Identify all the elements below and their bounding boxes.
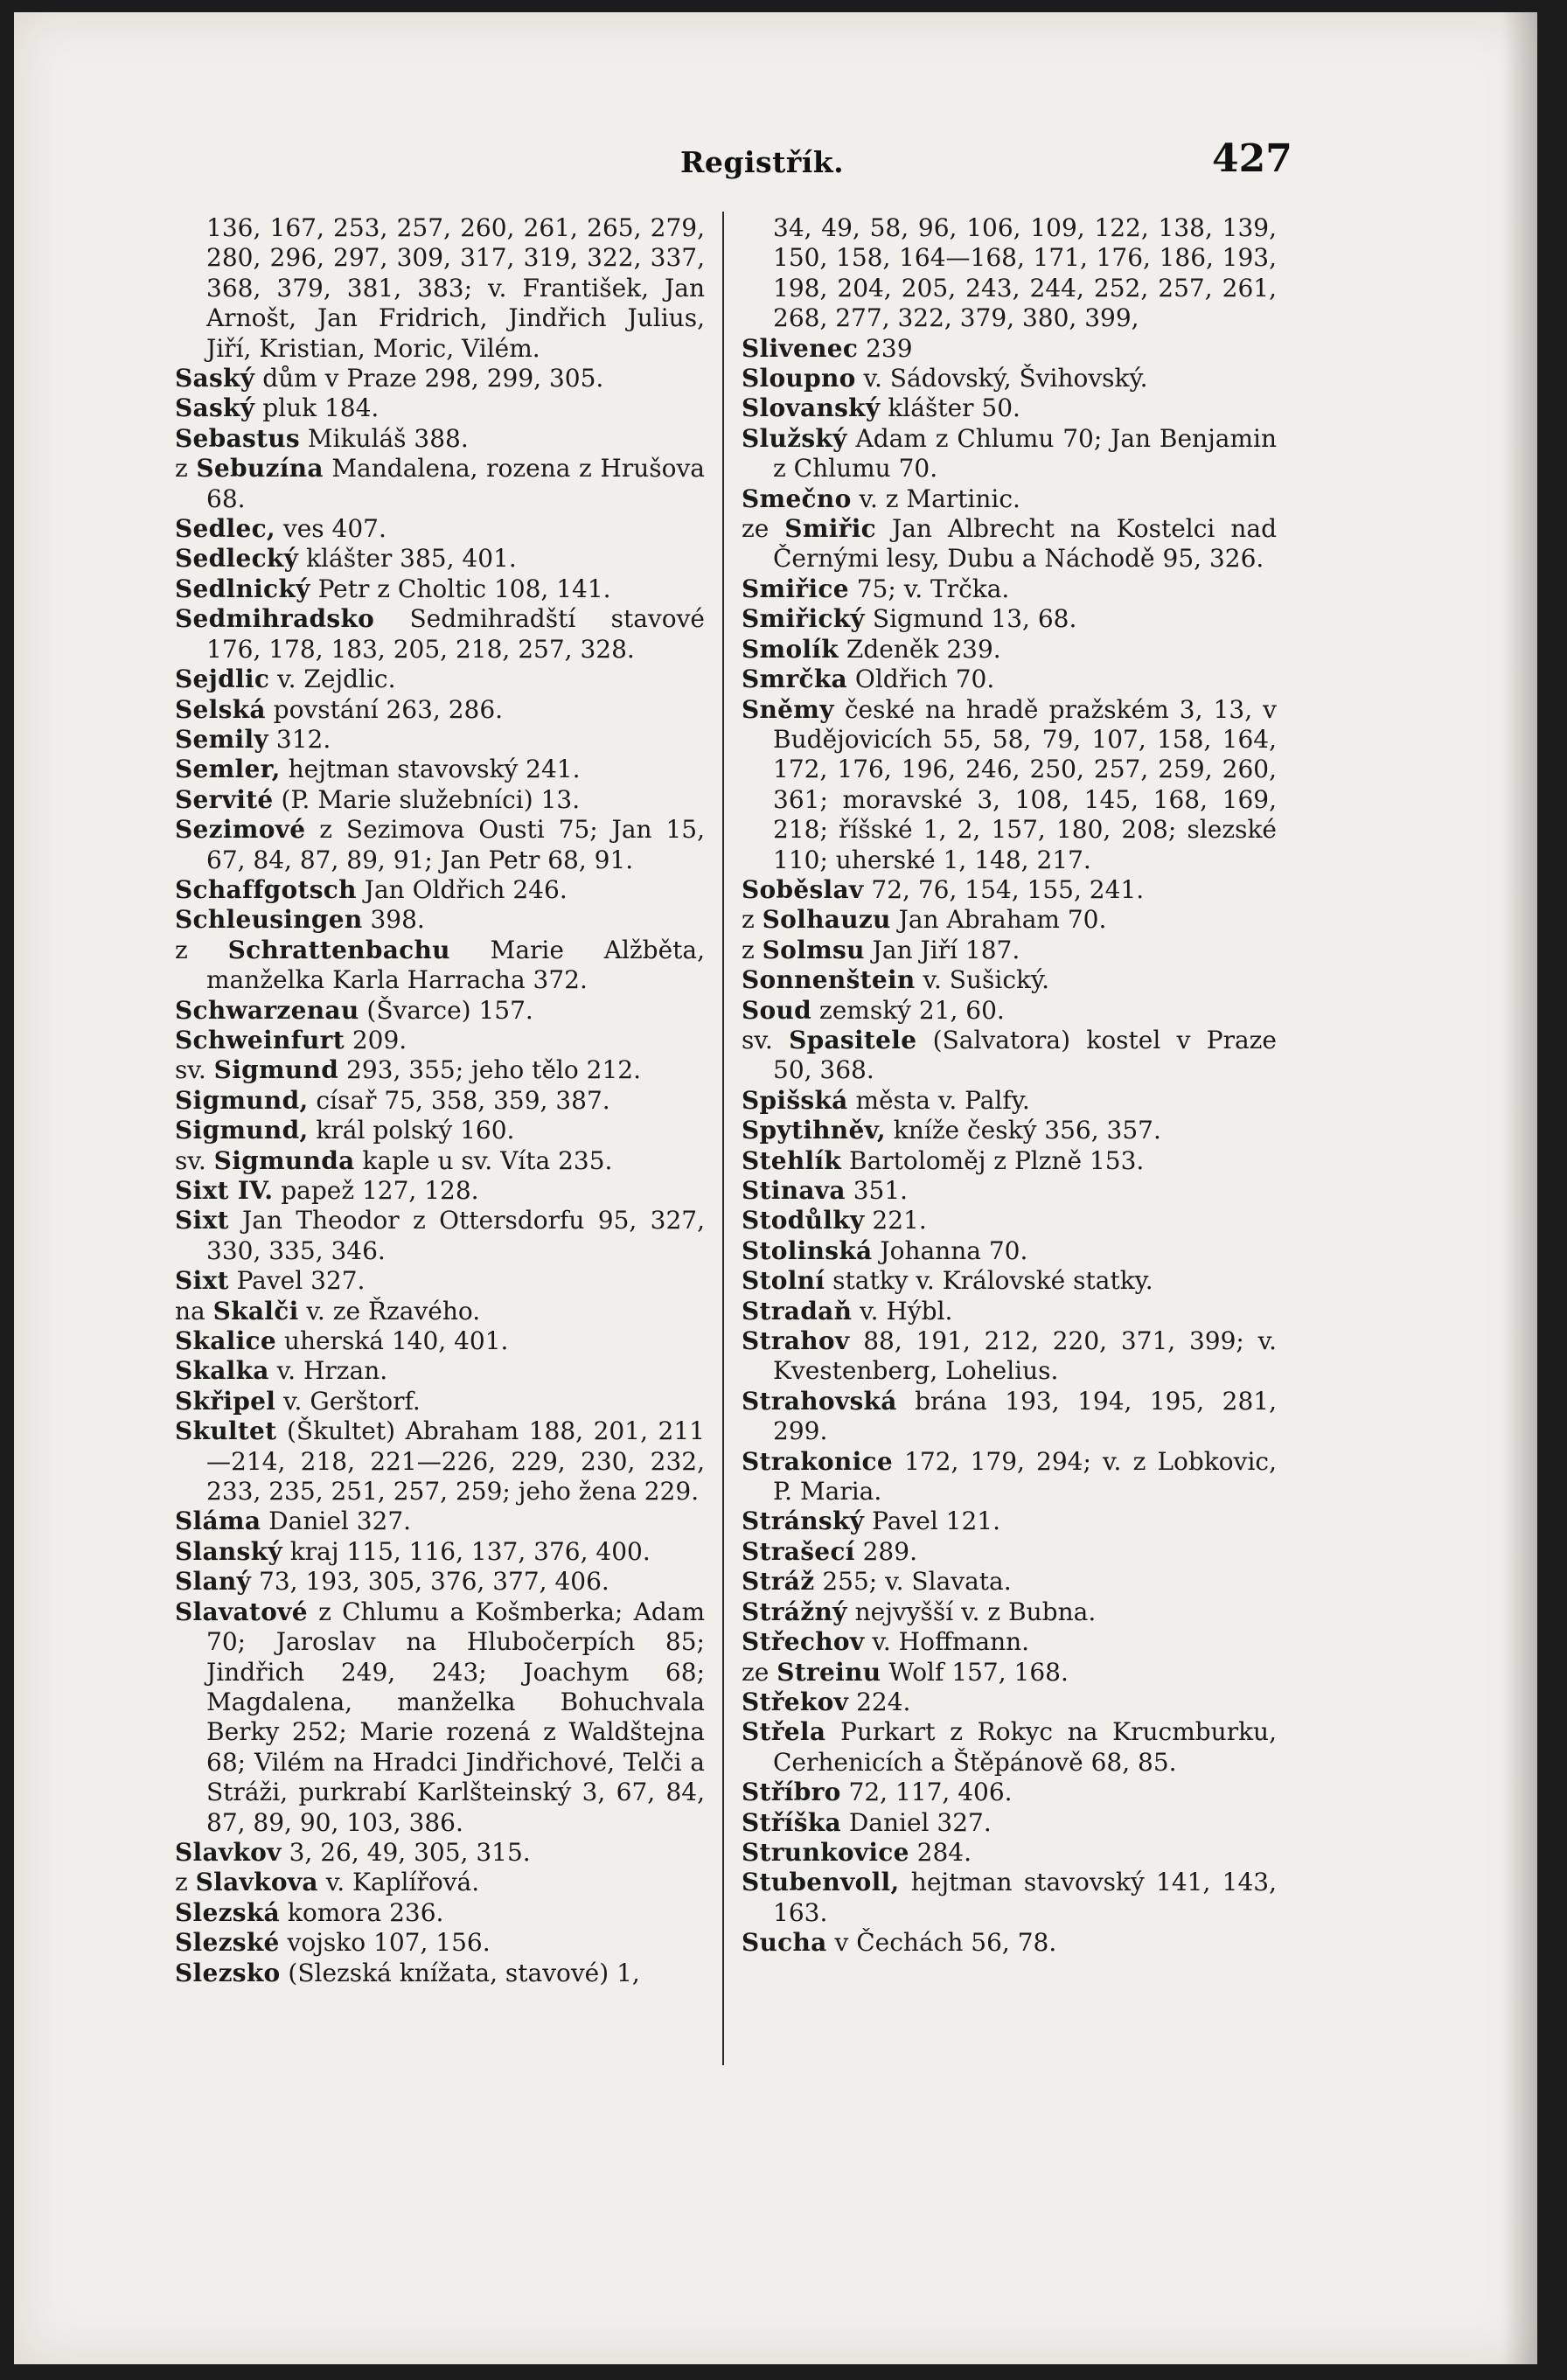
entry-headword: Sedlnický xyxy=(175,574,310,603)
entry-headword: Sejdlic xyxy=(175,665,270,694)
entry-text: kníže český 356, 357. xyxy=(885,1116,1161,1145)
entry-text: král polský 160. xyxy=(308,1116,515,1145)
entry-prefix: sv. xyxy=(175,1145,214,1175)
entry-headword: Schweinfurt xyxy=(175,1025,345,1054)
running-head: Registřík. xyxy=(680,145,845,179)
index-entry xyxy=(175,1146,705,1176)
index-entry xyxy=(742,996,1277,1026)
entry-text: 75; v. Trčka. xyxy=(848,574,1010,603)
entry-headword: Slovanský xyxy=(742,393,881,423)
entry-text: statky v. Královské statky. xyxy=(825,1266,1153,1296)
entry-text: Zdeněk 239. xyxy=(839,634,1001,664)
index-entry xyxy=(175,1326,705,1356)
entry-text: dům v Praze 298, 299, 305. xyxy=(254,364,604,393)
entry-text: 351. xyxy=(845,1176,909,1205)
entry-text: Marie Alžběta, manželka Karla Harracha 372. xyxy=(206,935,706,995)
entry-text: 284. xyxy=(909,1837,972,1867)
entry-headword: Slaný xyxy=(175,1567,252,1597)
index-entry xyxy=(742,1658,1277,1688)
index-entry xyxy=(175,1838,705,1868)
index-entry xyxy=(175,905,705,935)
index-entry xyxy=(742,334,1277,364)
entry-headword: Strážný xyxy=(742,1597,847,1626)
entry-headword: Stubenvoll, xyxy=(742,1868,900,1897)
index-entry xyxy=(175,1206,705,1266)
entry-headword: Stříška xyxy=(742,1807,841,1837)
entry-headword: Strašecí xyxy=(742,1536,855,1566)
entry-text: 293, 355; jeho tělo 212. xyxy=(338,1055,641,1085)
index-entry xyxy=(742,936,1277,965)
entry-text: 72, 76, 154, 155, 241. xyxy=(863,874,1145,904)
entry-text: hejtman stavovský 141, 143, 163. xyxy=(773,1868,1277,1927)
entry-headword: Strahov xyxy=(742,1326,850,1356)
entry-text: zemský 21, 60. xyxy=(811,995,1005,1025)
index-entry xyxy=(175,1928,705,1958)
entry-text: Sedmihradští stavové 176, 178, 183, 205, 218, 257, 328. xyxy=(206,604,705,664)
entry-headword: Skřipel xyxy=(175,1386,276,1416)
index-entry xyxy=(742,695,1277,875)
entry-headword: Spišská xyxy=(742,1085,848,1115)
entry-text: ves 407. xyxy=(275,514,387,544)
entry-text: hejtman stavovský 241. xyxy=(280,755,581,784)
index-entry xyxy=(742,514,1277,574)
entry-text: (P. Marie služebníci) 13. xyxy=(273,784,581,814)
page-header xyxy=(14,136,1537,185)
entry-text: (Švarce) 157. xyxy=(359,995,533,1025)
index-entry xyxy=(742,1026,1277,1086)
entry-text: (Škultet) Abraham 188, 201, 211—214, 218, 221—226, 229, 230, 232, 233, 235, 251, 257, 259; jeho žena 229. xyxy=(206,1416,705,1507)
entry-headword: Sigmunda xyxy=(213,1145,355,1175)
index-entry xyxy=(175,393,705,423)
entry-headword: Slavatové xyxy=(175,1597,308,1626)
index-entry xyxy=(742,1597,1277,1627)
index-entry xyxy=(742,1176,1277,1206)
index-entry xyxy=(175,544,705,574)
entry-headword: Strakonice xyxy=(742,1446,893,1476)
entry-text: kaple u sv. Víta 235. xyxy=(354,1145,613,1175)
entry-text: Adam z Chlumu 70; Jan Benjamin z Chlumu 70. xyxy=(773,423,1277,484)
entry-text: 289. xyxy=(854,1536,917,1566)
entry-headword: Sixt IV. xyxy=(175,1176,274,1205)
entry-headword: Sněmy xyxy=(742,694,834,724)
index-entry xyxy=(175,424,705,454)
index-entry xyxy=(742,1778,1277,1807)
index-entry xyxy=(175,996,705,1026)
entry-headword: Stolinská xyxy=(742,1235,873,1265)
entry-headword: Schwarzenau xyxy=(175,995,359,1025)
index-entry xyxy=(742,1146,1277,1176)
index-entry xyxy=(175,785,705,815)
entry-headword: Stránský xyxy=(742,1507,865,1536)
entry-headword: Stráž xyxy=(742,1567,815,1597)
entry-text: Oldřich 70. xyxy=(847,665,995,694)
entry-headword: Semler, xyxy=(175,755,281,784)
entry-text: klášter 385, 401. xyxy=(298,544,517,574)
entry-headword: Stodůlky xyxy=(742,1206,865,1235)
entry-headword: Stříbro xyxy=(742,1778,841,1807)
index-entry xyxy=(742,905,1277,935)
index-entry xyxy=(175,1597,705,1838)
index-entry xyxy=(175,604,705,665)
entry-headword: Selská xyxy=(175,694,266,724)
entry-headword: Sigmund xyxy=(213,1055,339,1085)
entry-text: v. Hýbl. xyxy=(852,1296,953,1326)
entry-text: z Sezimova Ousti 75; Jan 15, 67, 84, 87, 89, 91; Jan Petr 68, 91. xyxy=(206,815,705,874)
entry-text: Jan Albrecht na Kostelci nad Černými lesy, Dubu a Náchodě 95, 326. xyxy=(773,514,1277,574)
entry-text: Purkart z Rokyc na Krucmburku, Cerhenicích a Štěpánově 68, 85. xyxy=(773,1717,1277,1777)
index-entry xyxy=(175,936,705,996)
entry-text: v. Hoffmann. xyxy=(864,1627,1030,1657)
entry-text: Jan Jiří 187. xyxy=(864,935,1020,964)
index-entry xyxy=(742,1086,1277,1116)
entry-text: v. Gerštorf. xyxy=(275,1386,421,1416)
entry-headword: Sedlec, xyxy=(175,514,275,544)
entry-text: Jan Abraham 70. xyxy=(890,905,1107,935)
index-entry xyxy=(742,1567,1277,1597)
entry-text: Pavel 121. xyxy=(864,1507,1001,1536)
entry-text: v. Kaplířová. xyxy=(317,1868,480,1897)
entry-text: 255; v. Slavata. xyxy=(814,1567,1012,1597)
entry-headword: Schaffgotsch xyxy=(175,874,357,904)
index-entry xyxy=(742,424,1277,484)
entry-headword: Solhauzu xyxy=(762,905,891,935)
entry-text: (Salvatora) kostel v Praze 50, 368. xyxy=(773,1025,1278,1085)
index-entry xyxy=(175,1116,705,1145)
entry-headword: Sonnenštein xyxy=(742,965,916,995)
entry-headword: Spasitele xyxy=(789,1025,917,1054)
index-entry xyxy=(175,1266,705,1296)
entry-prefix: z xyxy=(175,935,228,964)
entry-headword: Střekov xyxy=(742,1687,849,1716)
index-entry xyxy=(742,635,1277,665)
entry-text: vojsko 107, 156. xyxy=(279,1928,491,1958)
index-entry xyxy=(742,1116,1277,1145)
entry-text: 221. xyxy=(864,1206,927,1235)
index-entry xyxy=(175,1537,705,1567)
entry-headword: Saský xyxy=(175,364,255,393)
index-entry xyxy=(175,665,705,694)
entry-headword: Sigmund, xyxy=(175,1116,309,1145)
index-entry xyxy=(742,1266,1277,1296)
index-entry xyxy=(175,815,705,875)
entry-text: v. Zejdlic. xyxy=(269,665,396,694)
index-entry xyxy=(175,1055,705,1085)
entry-text: Wolf 157, 168. xyxy=(881,1657,1069,1687)
index-column-left xyxy=(175,213,705,1988)
entry-headword: Skalči xyxy=(212,1296,299,1326)
entry-text: Daniel 327. xyxy=(840,1807,992,1837)
index-entry xyxy=(742,213,1277,334)
page-number: 427 xyxy=(1212,136,1292,181)
index-column-right xyxy=(742,213,1277,1959)
entry-headword: Slezské xyxy=(175,1928,280,1958)
entry-text: města v. Palfy. xyxy=(847,1085,1030,1115)
entry-headword: Sebastus xyxy=(175,423,300,453)
index-entry xyxy=(742,965,1277,995)
entry-headword: Solmsu xyxy=(762,935,865,964)
entry-text: 224. xyxy=(848,1687,911,1716)
entry-text: 72, 117, 406. xyxy=(840,1778,1013,1807)
entry-headword: Sezimové xyxy=(175,815,306,845)
entry-headword: Smolík xyxy=(742,634,839,664)
entry-text: 239 xyxy=(858,333,913,363)
index-entry xyxy=(742,1297,1277,1326)
index-entry xyxy=(742,1507,1277,1536)
entry-headword: Smiřický xyxy=(742,604,865,634)
index-entry xyxy=(742,1838,1277,1868)
index-entry xyxy=(175,514,705,544)
entry-headword: Sloupno xyxy=(742,364,856,393)
index-entry xyxy=(175,1868,705,1897)
entry-headword: Schrattenbachu xyxy=(227,935,450,964)
index-entry xyxy=(175,755,705,784)
entry-prefix: ze xyxy=(742,514,785,544)
entry-text: 34, 49, 58, 96, 106, 109, 122, 138, 139, 150, 158, 164—168, 171, 176, 186, 193, 198, 204, 205, 243, 244, 252, 257, 261, 268, 277, 322, 379, 380, 399, xyxy=(773,213,1277,333)
index-entry xyxy=(175,1026,705,1055)
index-entry xyxy=(175,725,705,755)
entry-text: 73, 193, 305, 376, 377, 406. xyxy=(251,1567,609,1597)
entry-text: Mikuláš 388. xyxy=(299,423,469,453)
entry-text: české na hradě pražském 3, 13, v Budějovicích 55, 58, 79, 107, 158, 164, 172, 176, 196, 246, 250, 257, 259, 260, 361; moravské 3, 108, 145, 168, 169, 218; říšské 1, 2, 157, 180, 208; slezské 110; uherské 1, 148, 217. xyxy=(773,694,1277,874)
entry-headword: Skalice xyxy=(175,1326,277,1356)
index-entry xyxy=(742,393,1277,423)
entry-prefix: sv. xyxy=(175,1055,214,1085)
entry-headword: Servité xyxy=(175,784,274,814)
index-entry xyxy=(742,484,1277,514)
entry-text: 209. xyxy=(344,1025,407,1054)
index-entry xyxy=(742,1717,1277,1778)
entry-headword: Služský xyxy=(742,423,847,453)
entry-headword: Slavkova xyxy=(195,1868,318,1897)
entry-text: (Slezská knížata, stavové) 1, xyxy=(280,1958,640,1987)
entry-headword: Smiřic xyxy=(784,514,877,544)
index-entry xyxy=(742,1447,1277,1507)
index-entry xyxy=(175,1416,705,1507)
entry-headword: Sedlecký xyxy=(175,544,299,574)
index-entry xyxy=(742,1627,1277,1657)
entry-headword: Stradaň xyxy=(742,1296,853,1326)
entry-headword: Sixt xyxy=(175,1266,229,1296)
index-entry xyxy=(742,665,1277,694)
index-entry xyxy=(742,1206,1277,1235)
entry-text: kraj 115, 116, 137, 376, 400. xyxy=(282,1536,651,1566)
index-entry xyxy=(175,875,705,905)
index-entry xyxy=(175,454,705,514)
entry-headword: Spytihněv, xyxy=(742,1116,886,1145)
entry-text: v. ze Řzavého. xyxy=(298,1296,481,1326)
entry-text: v Čechách 56, 78. xyxy=(826,1928,1057,1958)
index-entry xyxy=(175,1297,705,1326)
index-entry xyxy=(175,1898,705,1928)
entry-prefix: z xyxy=(742,905,763,935)
entry-headword: Slezská xyxy=(175,1897,280,1927)
entry-prefix: sv. xyxy=(742,1025,790,1054)
entry-text: Pavel 327. xyxy=(228,1266,366,1296)
entry-prefix: na xyxy=(175,1296,213,1326)
entry-headword: Smrčka xyxy=(742,665,847,694)
entry-text: Daniel 327. xyxy=(261,1507,412,1536)
index-entry xyxy=(742,574,1277,604)
entry-headword: Slanský xyxy=(175,1536,282,1566)
index-entry xyxy=(742,1387,1277,1447)
index-entry xyxy=(742,1868,1277,1928)
entry-headword: Soud xyxy=(742,995,812,1025)
index-entry xyxy=(175,574,705,604)
entry-text: Jan Theodor z Ottersdorfu 95, 327, 330, 335, 346. xyxy=(206,1206,705,1265)
entry-headword: Stehlík xyxy=(742,1145,842,1175)
index-entry xyxy=(175,213,705,364)
entry-text: 398. xyxy=(362,905,425,935)
entry-text: 312. xyxy=(268,724,331,754)
entry-text: Johanna 70. xyxy=(872,1235,1028,1265)
entry-text: v. z Martinic. xyxy=(851,484,1020,513)
entry-prefix: ze xyxy=(742,1657,777,1687)
index-entry xyxy=(175,1567,705,1597)
entry-headword: Stinava xyxy=(742,1176,846,1205)
entry-text: 3, 26, 49, 305, 315. xyxy=(281,1837,531,1867)
entry-prefix: z xyxy=(175,1868,196,1897)
entry-text: papež 127, 128. xyxy=(273,1176,479,1205)
index-entry xyxy=(175,1959,705,1988)
entry-headword: Skalka xyxy=(175,1356,269,1386)
entry-headword: Schleusingen xyxy=(175,905,363,935)
entry-headword: Saský xyxy=(175,393,255,423)
entry-headword: Slezsko xyxy=(175,1958,281,1987)
index-entry xyxy=(175,1356,705,1386)
entry-text: císař 75, 358, 359, 387. xyxy=(308,1085,610,1115)
index-entry xyxy=(742,1928,1277,1958)
index-entry xyxy=(742,1236,1277,1266)
entry-headword: Střechov xyxy=(742,1627,865,1657)
entry-text: 88, 191, 212, 220, 371, 399; v. Kvestenberg, Lohelius. xyxy=(773,1326,1277,1386)
entry-text: Jan Oldřich 246. xyxy=(356,874,568,904)
entry-headword: Sigmund, xyxy=(175,1085,309,1115)
entry-headword: Strahovská xyxy=(742,1386,897,1416)
entry-text: povstání 263, 286. xyxy=(265,694,504,724)
entry-text: 172, 179, 294; v. z Lobkovic, P. Maria. xyxy=(773,1446,1277,1507)
book-page xyxy=(14,12,1537,2364)
entry-headword: Stolní xyxy=(742,1266,825,1296)
entry-headword: Slavkov xyxy=(175,1837,282,1867)
entry-text: 136, 167, 253, 257, 260, 261, 265, 279, 280, 296, 297, 309, 317, 319, 322, 337, 368, 379, 381, 383; v. František, Jan Arnošt, Jan Fridrich, Jindřich Julius, Jiří, Kristian, Moric, Vilém. xyxy=(206,213,705,363)
entry-headword: Skultet xyxy=(175,1416,277,1446)
index-entry xyxy=(742,875,1277,905)
index-entry xyxy=(175,695,705,725)
entry-headword: Slivenec xyxy=(742,333,859,363)
entry-text: v. Sušický. xyxy=(915,965,1049,995)
index-entry xyxy=(175,1086,705,1116)
entry-headword: Smečno xyxy=(742,484,852,513)
entry-text: brána 193, 194, 195, 281, 299. xyxy=(773,1386,1277,1446)
entry-text: uherská 140, 401. xyxy=(276,1326,509,1356)
index-entry xyxy=(742,604,1277,634)
entry-text: Bartoloměj z Plzně 153. xyxy=(841,1145,1145,1175)
entry-headword: Soběslav xyxy=(742,874,864,904)
index-entry xyxy=(742,1326,1277,1387)
entry-headword: Smiřice xyxy=(742,574,849,603)
entry-headword: Strunkovice xyxy=(742,1837,909,1867)
entry-text: nejvyšší v. z Bubna. xyxy=(846,1597,1097,1626)
entry-text: pluk 184. xyxy=(254,393,380,423)
index-entry xyxy=(742,1808,1277,1838)
index-entry xyxy=(742,364,1277,393)
entry-text: Mandalena, rozena z Hrušova 68. xyxy=(206,454,705,513)
entry-headword: Streinu xyxy=(777,1657,881,1687)
entry-text: Sigmund 13, 68. xyxy=(865,604,1077,634)
entry-headword: Střela xyxy=(742,1717,826,1747)
index-entry xyxy=(175,364,705,393)
entry-prefix: z xyxy=(175,454,197,484)
index-entry xyxy=(175,1507,705,1536)
entry-prefix: z xyxy=(742,935,763,964)
entry-headword: Semily xyxy=(175,724,269,754)
entry-text: Petr z Choltic 108, 141. xyxy=(310,574,611,603)
index-entry xyxy=(742,1688,1277,1717)
entry-text: komora 236. xyxy=(279,1897,444,1927)
entry-headword: Sláma xyxy=(175,1507,261,1536)
entry-text: z Chlumu a Košmberka; Adam 70; Jaroslav na Hlubočerpích 85; Jindřich 249, 243; Joachym 68; Magdalena, manželka Bohuchvala Berky 252; Marie rozená z Waldštejna 68; Vilém na Hradci Jindřichové, Telči a Stráži, purkrabí Karlšteinský 3, 67, 84, 87, 89, 90, 103, 386. xyxy=(206,1597,705,1837)
entry-headword: Sebuzína xyxy=(196,454,324,484)
entry-headword: Sedmihradsko xyxy=(175,604,375,634)
entry-text: klášter 50. xyxy=(880,393,1020,423)
entry-text: v. Hrzan. xyxy=(268,1356,388,1386)
index-entry xyxy=(175,1387,705,1416)
column-divider xyxy=(722,212,724,2065)
index-entry xyxy=(742,1537,1277,1567)
entry-headword: Sucha xyxy=(742,1928,827,1958)
index-entry xyxy=(175,1176,705,1206)
entry-headword: Sixt xyxy=(175,1206,229,1235)
entry-text: v. Sádovský, Švihovský. xyxy=(855,364,1148,393)
